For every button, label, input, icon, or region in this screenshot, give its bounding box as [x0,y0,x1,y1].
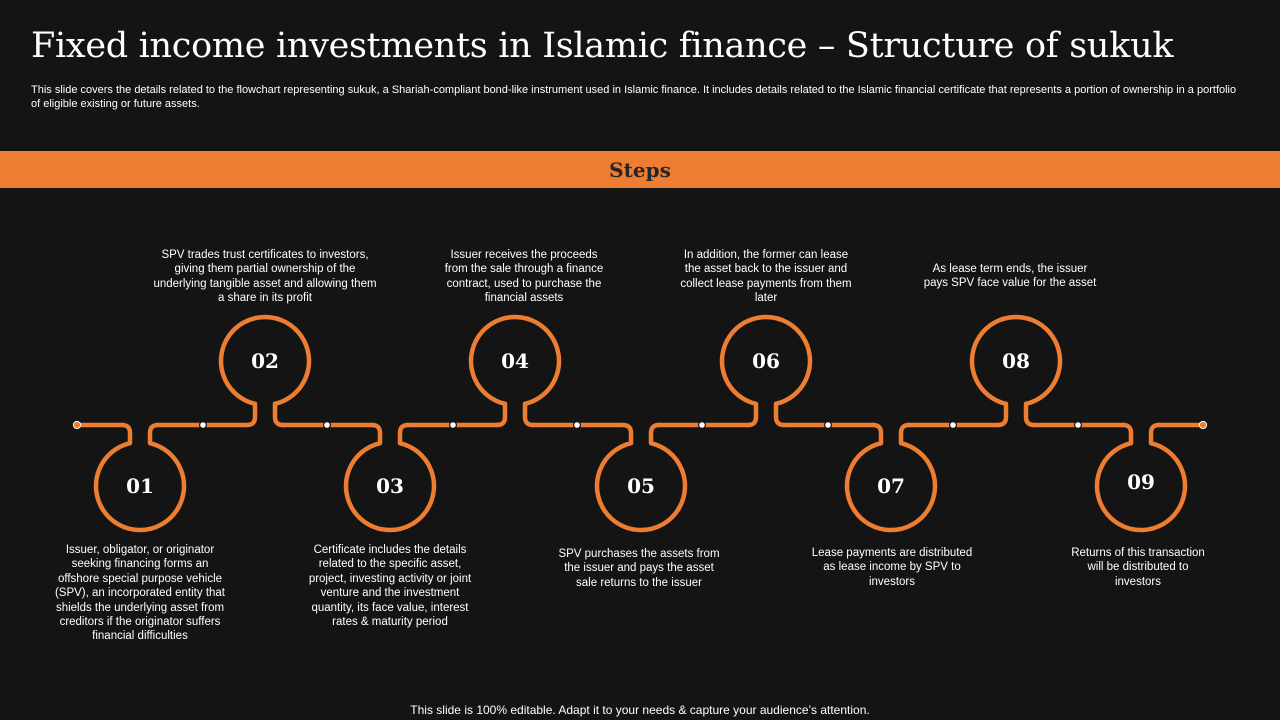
step-number-01: 01 [126,474,154,498]
footer-note: This slide is 100% editable. Adapt it to your needs & capture your audience’s attention. [410,703,870,717]
step-number-06: 06 [752,349,780,373]
step-description-05: SPV purchases the assets from the issuer and pays the asset sale returns to the issuer [558,548,720,589]
step-number-07: 07 [877,474,905,498]
step-description-04: Issuer receives the proceeds from the sale through a finance contract, used to purchase the financial assets [444,249,604,305]
step-number-05: 05 [627,474,655,498]
steps-banner-label: Steps [609,157,671,182]
step-description-02: SPV trades trust certificates to investors, giving them partial ownership of the underlying tangible asset and allowing them a share in its profit [153,249,377,305]
flow-dot [324,422,331,429]
step-number-04: 04 [501,349,529,373]
step-description-03: Certificate includes the details related to the specific asset, project, investing activity or joint venture and the investment quantity, its face value, interest rates & maturity period [308,544,472,629]
step-description-01: Issuer, obligator, or originator seeking financing forms an offshore special purpose vehicle (SPV), an incorporated entity that shields the underlying asset from creditors if the originator suffers financial difficulties [54,544,226,643]
step-number-02: 02 [251,349,279,373]
flow-dot [825,422,832,429]
step-number-09: 09 [1127,470,1155,494]
flow-dot [699,422,706,429]
step-number-03: 03 [376,474,404,498]
step-number-08: 08 [1002,349,1030,373]
step-description-09: Returns of this transaction will be distributed to investors [1071,547,1205,588]
flow-dot [1199,421,1206,428]
flow-dot [450,422,457,429]
page-title: Fixed income investments in Islamic finance – Structure of sukuk [31,26,1174,66]
flow-dot [950,422,957,429]
step-description-07: Lease payments are distributed as lease income by SPV to investors [811,547,973,588]
step-description-08: As lease term ends, the issuer pays SPV face value for the asset [923,263,1097,290]
step-description-06: In addition, the former can lease the asset back to the issuer and collect lease payments from them later [680,249,852,305]
page-subtitle: This slide covers the details related to the flowchart representing sukuk, a Shariah-compliant bond-like instrument used in Islamic finance. It includes details related to the Islamic financial certificate that represents a portion of ownership in a portfolio of eligible existing or future assets. [31,84,1237,110]
flow-dot [574,422,581,429]
flow-dot [1075,422,1082,429]
flow-dot [200,422,207,429]
flow-dot [73,421,80,428]
